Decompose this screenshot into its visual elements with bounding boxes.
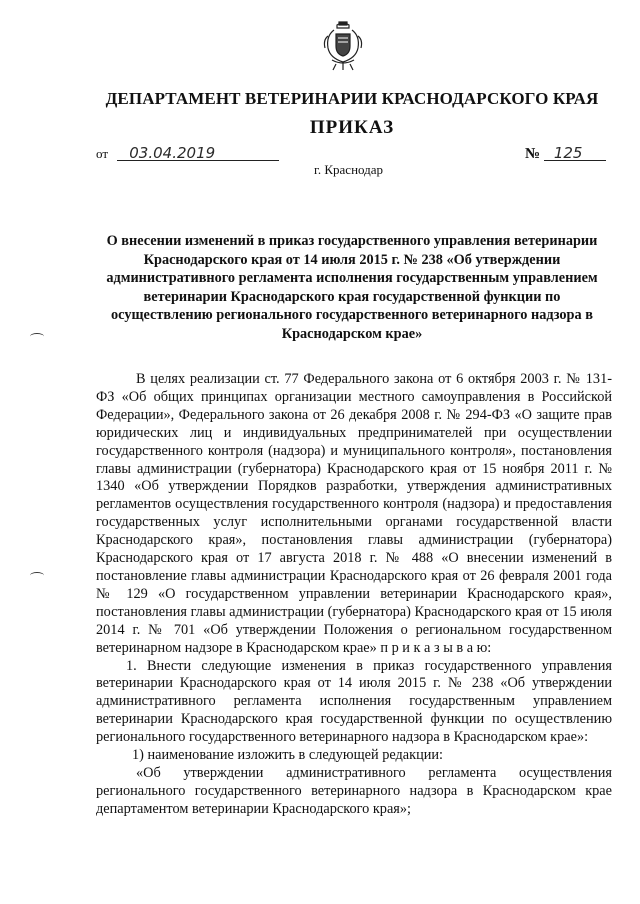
item-1-1-paragraph: 1) наименование изложить в следующей редакции: — [132, 747, 443, 764]
scan-mark — [30, 572, 44, 579]
number-prefix: № — [525, 146, 541, 162]
scan-mark — [30, 333, 44, 340]
date-prefix: от — [96, 146, 109, 161]
document-type: ПРИКАЗ — [309, 117, 395, 138]
preamble-paragraph: В целях реализации ст. 77 Федерального закона от 6 октября 2003 г. № 131-ФЗ «Об общих принципах организации местного самоуправления в Российской Федерации», Федерального закона от 26 декабря 2008 г. № 294-ФЗ «О защите прав юридических лиц и индивидуальных предпринимателей при осуществлении государственного контроля (надзора) и муниципального контроля», постановления главы администрации (губернатора) Краснодарского края от 15 ноября 2011 г. № 1340 «Об утверждении Порядков разработки, утверждения административных регламентов осуществления государственного контроля (надзора) и предоставления государственных услуг исполнительными органами государственной власти Краснодарского края», постановления главы администрации (губернатора) Краснодарского края от 17 августа 2018 г. № 488 «О внесении изменений в постановление главы администрации Краснодарского края от 26 февраля 2001 года № 129 «О государственном управлении ветеринарии Краснодарского края», постановления главы администрации (губернатора) Краснодарского края от 15 июля 2014 г. № 701 «Об утверждении Положения о региональном государственном ветеринарном надзоре в Краснодарском крае» п р и к а з ы в а ю: — [96, 371, 612, 656]
document-number — [525, 146, 606, 163]
city: г. Краснодар — [314, 162, 384, 177]
document-body — [96, 371, 612, 819]
item-1-paragraph: 1. Внести следующие изменения в приказ государственного управления ветеринарии Краснодарского края от 14 июля 2015 г. № 238 «Об утверждении административного регламента исполнения государственным управлением ветеринарии Краснодарского края государственной функции по осуществлению регионального государственного ветеринарного надзора в Краснодарском крае»: — [96, 657, 612, 746]
document-subject: О внесении изменений в приказ государственного управления ветеринарии Краснодарского края от 14 июля 2015 г. № 238 «Об утверждении административного регламента исполнения государственным управлением ветеринарии Краснодарского края государственной функции по осуществлению регионального государственного ветеринарного надзора в Краснодарском крае» — [106, 233, 598, 342]
coat-of-arms-icon — [322, 16, 364, 76]
date-row — [96, 146, 279, 162]
organization-title: ДЕПАРТАМЕНТ ВЕТЕРИНАРИИ КРАСНОДАРСКОГО КРАЯ — [105, 89, 599, 108]
item-1-1-text-paragraph: «Об утверждении административного регламента осуществления регионального государственного ветеринарного надзора в Краснодарском крае департаментом ветеринарии Краснодарского края»; — [96, 764, 612, 817]
number-value: 125 — [544, 146, 606, 161]
date-value: 03.04.2019 — [117, 146, 279, 161]
